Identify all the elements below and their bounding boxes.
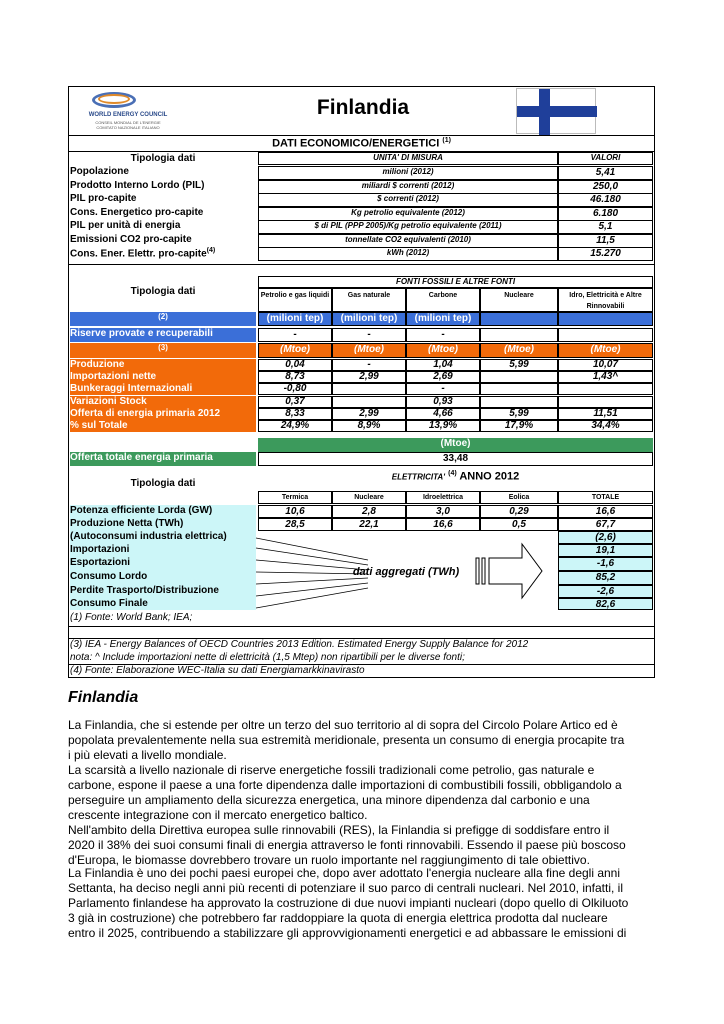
aggregato-label: Importazioni — [70, 544, 256, 557]
indicator-unit: $ di PIL (PPP 2005)/Kg petrolio equivalente (2011) — [258, 220, 558, 234]
indicator-label: Emissioni CO2 pro-capite — [70, 233, 192, 245]
energy-row-value — [480, 383, 558, 395]
indicator-label: Cons. Energetico pro-capite — [70, 206, 204, 218]
fonti-column-header: Nucleare — [480, 288, 558, 312]
energy-row-label: Variazioni Stock — [70, 396, 256, 408]
energy-row-value: 8,9% — [332, 420, 406, 432]
offerta-totale-label: Offerta totale energia primaria — [70, 452, 256, 466]
energy-row-value: 8,33 — [258, 408, 332, 420]
energy-row-label: Offerta di energia primaria 2012 — [70, 408, 256, 420]
energy-row-label: Importazioni nette — [70, 371, 256, 383]
unit-cell: (Mtoe) — [406, 343, 480, 358]
section1-heading: DATI ECONOMICO/ENERGETICI $^{(1)}$ — [272, 137, 451, 150]
produzione-value: 0,5 — [480, 518, 558, 531]
riserve-value: - — [258, 328, 332, 342]
logo-name: WORLD ENERGY COUNCIL — [88, 112, 168, 118]
unit-cell — [558, 312, 653, 326]
energy-row-value: 2,99 — [332, 371, 406, 383]
aggregato-label: Consumo Lordo — [70, 571, 256, 585]
potenza-value: 3,0 — [406, 505, 480, 518]
indicator-unit: Kg petrolio equivalente (2012) — [258, 207, 558, 221]
energy-row-value: 0,37 — [258, 396, 332, 408]
unit-cell: (Mtoe) — [332, 343, 406, 358]
energy-row-value — [480, 396, 558, 408]
footnote-nota: nota: ^ Include importazioni nette di elettricità (1,5 Mtep) non ripartibili per le diverse fonti; — [70, 652, 465, 663]
indicator-label: Prodotto Interno Lordo (PIL) — [70, 179, 205, 191]
arrow-icon — [476, 544, 542, 598]
indicator-value: 46.180 — [558, 193, 653, 207]
wec-logo — [78, 90, 178, 136]
potenza-value: 10,6 — [258, 505, 332, 518]
energy-row-value: -0,80 — [258, 383, 332, 395]
indicator-unit: $ correnti (2012) — [258, 193, 558, 207]
energy-row-value: - — [332, 359, 406, 371]
divider — [68, 626, 655, 627]
indicator-value: 250,0 — [558, 180, 653, 194]
indicator-label: Cons. Ener. Elettr. pro-capite$^{(4)}$ — [70, 247, 216, 260]
energy-row-value — [558, 383, 653, 395]
footnote-4: (4) Fonte: Elaborazione WEC-Italia su dati Energiamarkkinavirasto — [70, 665, 365, 676]
energy-row-value: 0,93 — [406, 396, 480, 408]
energy-row-value: 0,04 — [258, 359, 332, 371]
indicator-label: PIL pro-capite — [70, 193, 137, 204]
riserve-value — [558, 328, 653, 342]
unit-cell — [480, 312, 558, 326]
energy-row-value: 2,99 — [332, 408, 406, 420]
section3-tipologia: Tipologia dati — [130, 478, 196, 489]
produzione-value: 28,5 — [258, 518, 332, 531]
indicator-label: PIL per unità di energia — [70, 220, 181, 231]
aggregato-label: Consumo Finale — [70, 598, 256, 610]
divider — [68, 135, 655, 136]
energy-row-value: 17,9% — [480, 420, 558, 432]
potenza-value: 16,6 — [558, 505, 653, 518]
page-title: Finlandia — [316, 96, 410, 119]
logo-subtitle — [78, 120, 178, 130]
aggregato-value: 82,6 — [558, 598, 653, 610]
energy-row-value — [480, 371, 558, 383]
energy-row-value: 24,9% — [258, 420, 332, 432]
aggregato-value: 85,2 — [558, 571, 653, 585]
label-superscript: (4) — [206, 247, 216, 254]
indicator-unit: milioni (2012) — [258, 166, 558, 180]
energy-row-value: 34,4% — [558, 420, 653, 432]
note-3: (3) — [70, 343, 256, 358]
paragraph-2: La Finlandia è uno dei pochi paesi europei che, dopo aver adottato l'energia nucleare alla fine degli anni Settanta, ha deciso negli anni più recenti di potenziare il suo parco di centrali nucleari. Nel 2010, infatti, il Parlamento finlandese ha approvato la costruzione di due nuovi impianti nucleari (dopo quello di Olkiluoto 3 già in costruzione) che potrebbero far raddoppiare la quota di energia elettrica prodotta dal nucleare entro il 2025, contribuendo a stabilizzare gli approvvigionamenti energetici e ad abbassare le emissioni di — [68, 866, 629, 940]
energy-row-label: Produzione — [70, 359, 256, 371]
unit-cell: (milioni tep) — [332, 312, 406, 326]
indicator-unit: kWh (2012) — [258, 247, 558, 261]
aggregato-label: (Autoconsumi industria elettrica) — [70, 531, 256, 544]
produzione-value: 67,7 — [558, 518, 653, 531]
footnote-1: (1) Fonte: World Bank; IEA; — [70, 612, 193, 623]
riserve-label: Riserve provate e recuperabili — [70, 328, 256, 342]
elec-column-header: Eolica — [480, 491, 558, 504]
aggregato-value: -2,6 — [558, 585, 653, 598]
indicator-value: 6.180 — [558, 207, 653, 221]
fonti-column-header: Petrolio e gas liquidi — [258, 288, 332, 312]
indicator-value: 11,5 — [558, 234, 653, 248]
riserve-value: - — [406, 328, 480, 342]
elec-column-header: Idroelettrica — [406, 491, 480, 504]
note-2: (2) — [70, 312, 256, 326]
col-valori: VALORI — [558, 152, 653, 165]
footnote-3: (3) IEA - Energy Balances of OECD Countries 2013 Edition. Estimated Energy Supply Balance for 2012 — [70, 639, 529, 650]
elec-column-header: Termica — [258, 491, 332, 504]
energy-row-value: 4,66 — [406, 408, 480, 420]
energy-row-value: 5,99 — [480, 359, 558, 371]
produzione-value: 16,6 — [406, 518, 480, 531]
section3-heading: ELETTRICITA' $^{(4)}$ ANNO 2012 — [391, 470, 520, 483]
unit-cell: (Mtoe) — [558, 343, 653, 358]
logo-sub1: CONSEIL MONDIAL DE L'ENERGIE — [95, 120, 161, 125]
indicator-value: 15.270 — [558, 247, 653, 261]
energy-row-value: 10,07 — [558, 359, 653, 371]
indicator-value: 5,41 — [558, 166, 653, 180]
indicator-label: Popolazione — [70, 166, 129, 177]
aggregato-value: 19,1 — [558, 544, 653, 557]
aggregato-label: Esportazioni — [70, 557, 256, 571]
divider — [68, 264, 655, 265]
offerta-totale-value: 33,48 — [258, 452, 653, 466]
energy-row-value: 1,43^ — [558, 371, 653, 383]
energy-row-label: % sul Totale — [70, 420, 256, 432]
section2-tipologia: Tipologia dati — [130, 286, 196, 297]
energy-row-label: Bunkeraggi Internazionali — [70, 383, 256, 395]
indicator-unit: tonnellate CO2 equivalenti (2010) — [258, 234, 558, 248]
produzione-label: Produzione Netta (TWh) — [70, 518, 256, 531]
energy-row-value: 13,9% — [406, 420, 480, 432]
text-heading: Finlandia — [68, 689, 139, 706]
elec-column-header: TOTALE — [558, 491, 653, 504]
finland-flag-icon — [516, 88, 596, 134]
riserve-value — [480, 328, 558, 342]
indicator-unit: miliardi $ correnti (2012) — [258, 180, 558, 194]
energy-row-value: 8,73 — [258, 371, 332, 383]
paragraph-1: La Finlandia, che si estende per oltre un terzo del suo territorio al di sopra del Circolo Polare Artico ed è popolata prevalentemente nella sua estremità meridionale, presenta un consumo di energia procapite tra i più elevati a livello mondiale. La scarsità a livello nazionale di riserve energetiche fossili tradizionali come petrolio, gas naturale e carbone, espone il paese a una forte dipendenza dalle importazioni di combustibili fossili, obbligandolo a perseguire un ampliamento della sicurezza energetica, una minore dipendenza dal carbonio e una crescente integrazione con il mercato energetico baltico. Nell'ambito della Direttiva europea sulle rinnovabili (RES), la Finlandia si prefigge di soddisfare entro il 2020 il 38% dei suoi consumi finali di energia attraverso le fonti rinnovabili. Essendo il paese più boscoso d'Europa, le biomasse dovrebbero trovare un ruolo importante nel raggiungimento di tale obiettivo. — [68, 718, 626, 867]
energy-row-value — [558, 396, 653, 408]
energy-row-value — [332, 396, 406, 408]
indicator-value: 5,1 — [558, 220, 653, 234]
unit-cell: (milioni tep) — [406, 312, 480, 326]
unit-cell: (Mtoe) — [480, 343, 558, 358]
aggregato-value: (2,6) — [558, 531, 653, 544]
produzione-value: 22,1 — [332, 518, 406, 531]
col-unita: UNITA' DI MISURA — [258, 152, 558, 165]
logo-sub2: COMITATO NAZIONALE ITALIANO — [96, 125, 160, 130]
fonti-column-header: Carbone — [406, 288, 480, 312]
fonti-heading: FONTI FOSSILI E ALTRE FONTI — [258, 276, 653, 288]
aggregato-value: -1,6 — [558, 557, 653, 571]
riserve-value: - — [332, 328, 406, 342]
unit-cell: (milioni tep) — [258, 312, 332, 326]
fonti-column-header: Gas naturale — [332, 288, 406, 312]
energy-row-value: 5,99 — [480, 408, 558, 420]
fonti-column-header: Idro, Elettricità e Altre Rinnovabili — [558, 288, 653, 312]
logo-inner-ring-icon — [98, 94, 130, 104]
energy-row-value — [332, 383, 406, 395]
aggregato-label: Perdite Trasporto/Distribuzione — [70, 585, 256, 598]
unit-cell: (Mtoe) — [258, 343, 332, 358]
potenza-value: 0,29 — [480, 505, 558, 518]
potenza-label: Potenza efficiente Lorda (GW) — [70, 505, 256, 518]
energy-row-value: - — [406, 383, 480, 395]
energy-row-value: 1,04 — [406, 359, 480, 371]
col-tipologia: Tipologia dati — [130, 153, 196, 164]
energy-row-value: 11,51 — [558, 408, 653, 420]
potenza-value: 2,8 — [332, 505, 406, 518]
elec-column-header: Nucleare — [332, 491, 406, 504]
energy-row-value: 2,69 — [406, 371, 480, 383]
aggregati-label: dati aggregati (TWh) — [352, 566, 460, 578]
offerta-unit: (Mtoe) — [258, 438, 653, 452]
